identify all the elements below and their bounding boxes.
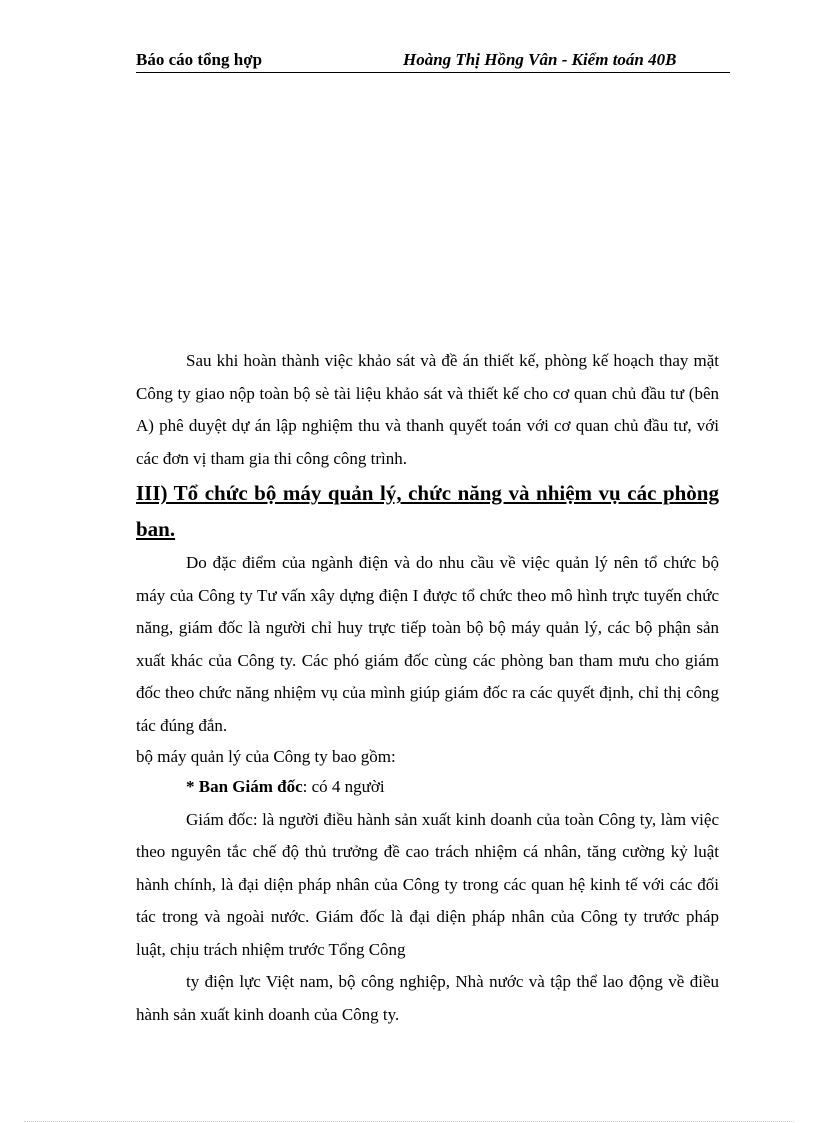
section-heading: III) Tổ chức bộ máy quản lý, chức năng và nhiệm vụ các phòng ban. [136,481,719,541]
paragraph-organization: Do đặc điểm của ngành điện và do nhu cầu về việc quản lý nên tổ chức bộ máy của Công ty Tư vấn xây dựng điện I được tổ chức theo mô hình trực tuyến chức năng, giám đốc là người chỉ huy trực tiếp toàn bộ bộ máy quản lý, các bộ phận sản xuất khác của Công ty. Các phó giám đốc cùng các phòng ban tham mưu cho giám đốc theo chức năng nhiệm vụ của mình giúp giám đốc ra các quyết định, chỉ thị công tác đúng đắn. [136,553,719,735]
list-item-board-label: * Ban Giám đốc [186,777,303,796]
paragraph-director-continued: ty điện lực Việt nam, bộ công nghiệp, Nhà nước và tập thể lao động về điều hành sản xuất kinh doanh của Công ty. [136,972,719,1024]
paragraph-survey: Sau khi hoàn thành việc khảo sát và đề án thiết kế, phòng kế hoạch thay mặt Công ty giao nộp toàn bộ sè tài liệu khảo sát và thiết kế cho cơ quan chủ đầu tư (bên A) phê duyệt dự án lập nghiệm thu và thanh quyết toán với cơ quan chủ đầu tư, với các đơn vị tham gia thi công công trình. [136,351,719,468]
page-header [136,50,730,73]
page-bottom-divider [24,1121,794,1122]
paragraph-structure-intro: bộ máy quản lý của Công ty bao gồm: [136,747,396,766]
paragraph-director: Giám đốc: là người điều hành sản xuất kinh doanh của toàn Công ty, làm việc theo nguyên tắc chế độ thủ trưởng đề cao trách nhiệm cá nhân, tăng cường kỷ luật hành chính, là đại diện pháp nhân của Công ty trong các quan hệ kinh tế với các đối tác trong và ngoài nước. Giám đốc là đại diện pháp nhân của Công ty trước pháp luật, chịu trách nhiệm trước Tổng Công [136,809,719,959]
list-item-board [136,771,719,804]
header-report-title: Báo cáo tổng hợp [136,50,263,69]
document-body [136,345,719,1031]
list-item-board-detail: : có 4 người [302,777,385,796]
header-author: Hoàng Thị Hồng Vân - Kiểm toán 40B [403,50,677,69]
